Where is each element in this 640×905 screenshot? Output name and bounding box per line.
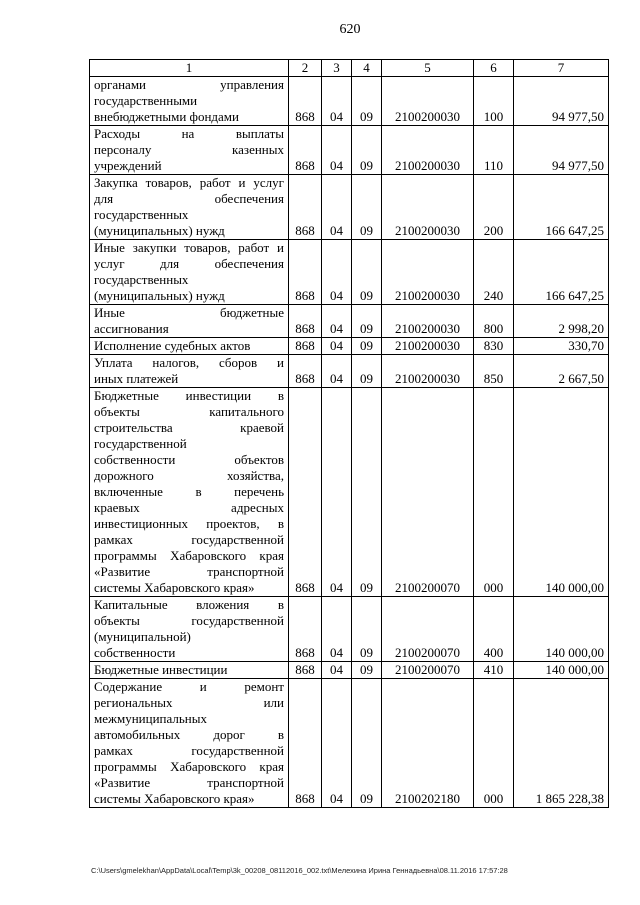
section-code-cell: 04	[322, 662, 352, 679]
section-code-cell: 04	[322, 175, 352, 240]
expense-name-cell	[90, 240, 289, 305]
subsection-code-cell: 09	[352, 77, 382, 126]
budget-table	[89, 59, 609, 808]
expense-name-line: Расходы на выплаты	[94, 126, 284, 141]
amount-cell: 140 000,00	[514, 662, 609, 679]
expense-name-line: рамках государственной	[94, 532, 284, 547]
column-header: 3	[322, 60, 352, 77]
expense-name-line: программы Хабаровского края	[94, 759, 284, 774]
amount-cell: 166 647,25	[514, 240, 609, 305]
section-code-cell: 04	[322, 77, 352, 126]
expense-name-line: собственности объектов	[94, 452, 284, 467]
expense-name-cell	[90, 597, 289, 662]
subsection-code-cell: 09	[352, 355, 382, 388]
expense-name-line: Закупка товаров, работ и услуг	[94, 175, 284, 190]
amount-cell: 2 667,50	[514, 355, 609, 388]
expense-name-line: системы Хабаровского края»	[94, 580, 255, 595]
column-header: 1	[90, 60, 289, 77]
expense-type-cell: 000	[474, 679, 514, 808]
section-code-cell: 04	[322, 388, 352, 597]
table-row	[90, 338, 609, 355]
target-article-cell: 2100200030	[382, 355, 474, 388]
target-article-cell: 2100200030	[382, 77, 474, 126]
expense-name-line: Бюджетные инвестиции в	[94, 388, 284, 403]
expense-name-line: региональных или	[94, 695, 284, 710]
expense-name-cell	[90, 175, 289, 240]
expense-name-cell	[90, 355, 289, 388]
expense-name-line: (муниципальной)	[94, 629, 191, 644]
subsection-code-cell: 09	[352, 126, 382, 175]
column-header: 6	[474, 60, 514, 77]
expense-name-line: услуг для обеспечения	[94, 256, 284, 271]
expense-name-cell	[90, 77, 289, 126]
section-code-cell: 04	[322, 240, 352, 305]
expense-name-line: ассигнования	[94, 321, 169, 336]
target-article-cell: 2100200030	[382, 338, 474, 355]
column-header: 2	[289, 60, 322, 77]
section-code-cell: 04	[322, 679, 352, 808]
expense-name-line: краевых адресных	[94, 500, 284, 515]
expense-name-line: (муниципальных) нужд	[94, 223, 225, 238]
expense-name-line: объекты капитального	[94, 404, 284, 419]
expense-name-line: включенные в перечень	[94, 484, 284, 499]
expense-name-line: государственной	[94, 436, 187, 451]
grbs-code-cell: 868	[289, 388, 322, 597]
table-row	[90, 175, 609, 240]
subsection-code-cell: 09	[352, 240, 382, 305]
grbs-code-cell: 868	[289, 679, 322, 808]
table-row	[90, 662, 609, 679]
expense-type-cell: 400	[474, 597, 514, 662]
expense-name-line: межмуниципальных	[94, 711, 207, 726]
grbs-code-cell: 868	[289, 175, 322, 240]
expense-type-cell: 240	[474, 240, 514, 305]
target-article-cell: 2100200030	[382, 305, 474, 338]
section-code-cell: 04	[322, 597, 352, 662]
table-header-row	[90, 60, 609, 77]
subsection-code-cell: 09	[352, 597, 382, 662]
expense-name-line: для обеспечения	[94, 191, 284, 206]
grbs-code-cell: 868	[289, 662, 322, 679]
expense-name-line: Бюджетные инвестиции	[94, 662, 228, 677]
expense-name-line: государственных	[94, 272, 189, 287]
expense-name-line: Иные бюджетные	[94, 305, 284, 320]
grbs-code-cell: 868	[289, 126, 322, 175]
amount-cell: 94 977,50	[514, 77, 609, 126]
table-row	[90, 388, 609, 597]
amount-cell: 140 000,00	[514, 388, 609, 597]
expense-name-cell	[90, 126, 289, 175]
table-row	[90, 355, 609, 388]
expense-name-line: персоналу казенных	[94, 142, 284, 157]
expense-type-cell: 200	[474, 175, 514, 240]
section-code-cell: 04	[322, 355, 352, 388]
expense-name-line: органами управления	[94, 77, 284, 92]
grbs-code-cell: 868	[289, 338, 322, 355]
page-number: 620	[339, 22, 361, 37]
amount-cell: 1 865 228,38	[514, 679, 609, 808]
table-row	[90, 126, 609, 175]
expense-name-line: системы Хабаровского края»	[94, 791, 255, 806]
expense-name-line: государственных	[94, 207, 189, 222]
table-row	[90, 305, 609, 338]
expense-name-cell	[90, 679, 289, 808]
column-header: 7	[514, 60, 609, 77]
expense-name-line: «Развитие транспортной	[94, 564, 284, 579]
grbs-code-cell: 868	[289, 355, 322, 388]
table-row	[90, 597, 609, 662]
subsection-code-cell: 09	[352, 679, 382, 808]
subsection-code-cell: 09	[352, 662, 382, 679]
expense-type-cell: 100	[474, 77, 514, 126]
expense-name-line: автомобильных дорог в	[94, 727, 284, 742]
expense-type-cell: 830	[474, 338, 514, 355]
amount-cell: 94 977,50	[514, 126, 609, 175]
expense-name-line: Уплата налогов, сборов и	[94, 355, 284, 370]
subsection-code-cell: 09	[352, 305, 382, 338]
expense-type-cell: 800	[474, 305, 514, 338]
expense-name-line: государственными	[94, 93, 198, 108]
expense-name-line: объекты государственной	[94, 613, 284, 628]
expense-name-line: учреждений	[94, 158, 162, 173]
expense-type-cell: 410	[474, 662, 514, 679]
subsection-code-cell: 09	[352, 175, 382, 240]
expense-name-cell	[90, 388, 289, 597]
expense-name-line: строительства краевой	[94, 420, 284, 435]
amount-cell: 330,70	[514, 338, 609, 355]
expense-name-line: иных платежей	[94, 371, 179, 386]
target-article-cell: 2100200070	[382, 662, 474, 679]
file-path-footer: C:\Users\gmelekhan\AppData\Local\Temp\3k_00208_08112016_002.txt\Мелехина Ирина Геннадьевна\08.11.2016 17:57:28	[91, 866, 508, 875]
grbs-code-cell: 868	[289, 305, 322, 338]
grbs-code-cell: 868	[289, 597, 322, 662]
subsection-code-cell: 09	[352, 388, 382, 597]
table-row	[90, 77, 609, 126]
amount-cell: 2 998,20	[514, 305, 609, 338]
expense-type-cell: 110	[474, 126, 514, 175]
expense-name-line: собственности	[94, 645, 176, 660]
expense-name-cell	[90, 305, 289, 338]
expense-name-line: дорожного хозяйства,	[94, 468, 284, 483]
expense-name-line: программы Хабаровского края	[94, 548, 284, 563]
target-article-cell: 2100200070	[382, 597, 474, 662]
expense-name-line: Исполнение судебных актов	[94, 338, 251, 353]
column-header: 4	[352, 60, 382, 77]
target-article-cell: 2100200070	[382, 388, 474, 597]
expense-name-cell	[90, 338, 289, 355]
target-article-cell: 2100202180	[382, 679, 474, 808]
expense-name-line: инвестиционных проектов, в	[94, 516, 284, 531]
grbs-code-cell: 868	[289, 77, 322, 126]
target-article-cell: 2100200030	[382, 240, 474, 305]
section-code-cell: 04	[322, 338, 352, 355]
expense-type-cell: 000	[474, 388, 514, 597]
expense-name-cell	[90, 662, 289, 679]
section-code-cell: 04	[322, 305, 352, 338]
expense-name-line: «Развитие транспортной	[94, 775, 284, 790]
target-article-cell: 2100200030	[382, 175, 474, 240]
grbs-code-cell: 868	[289, 240, 322, 305]
expense-name-line: Содержание и ремонт	[94, 679, 284, 694]
expense-name-line: (муниципальных) нужд	[94, 288, 225, 303]
section-code-cell: 04	[322, 126, 352, 175]
expense-name-line: рамках государственной	[94, 743, 284, 758]
subsection-code-cell: 09	[352, 338, 382, 355]
amount-cell: 166 647,25	[514, 175, 609, 240]
amount-cell: 140 000,00	[514, 597, 609, 662]
expense-type-cell: 850	[474, 355, 514, 388]
column-header: 5	[382, 60, 474, 77]
target-article-cell: 2100200030	[382, 126, 474, 175]
expense-name-line: Капитальные вложения в	[94, 597, 284, 612]
expense-name-line: Иные закупки товаров, работ и	[94, 240, 284, 255]
expense-name-line: внебюджетными фондами	[94, 109, 239, 124]
table-row	[90, 240, 609, 305]
table-row	[90, 679, 609, 808]
